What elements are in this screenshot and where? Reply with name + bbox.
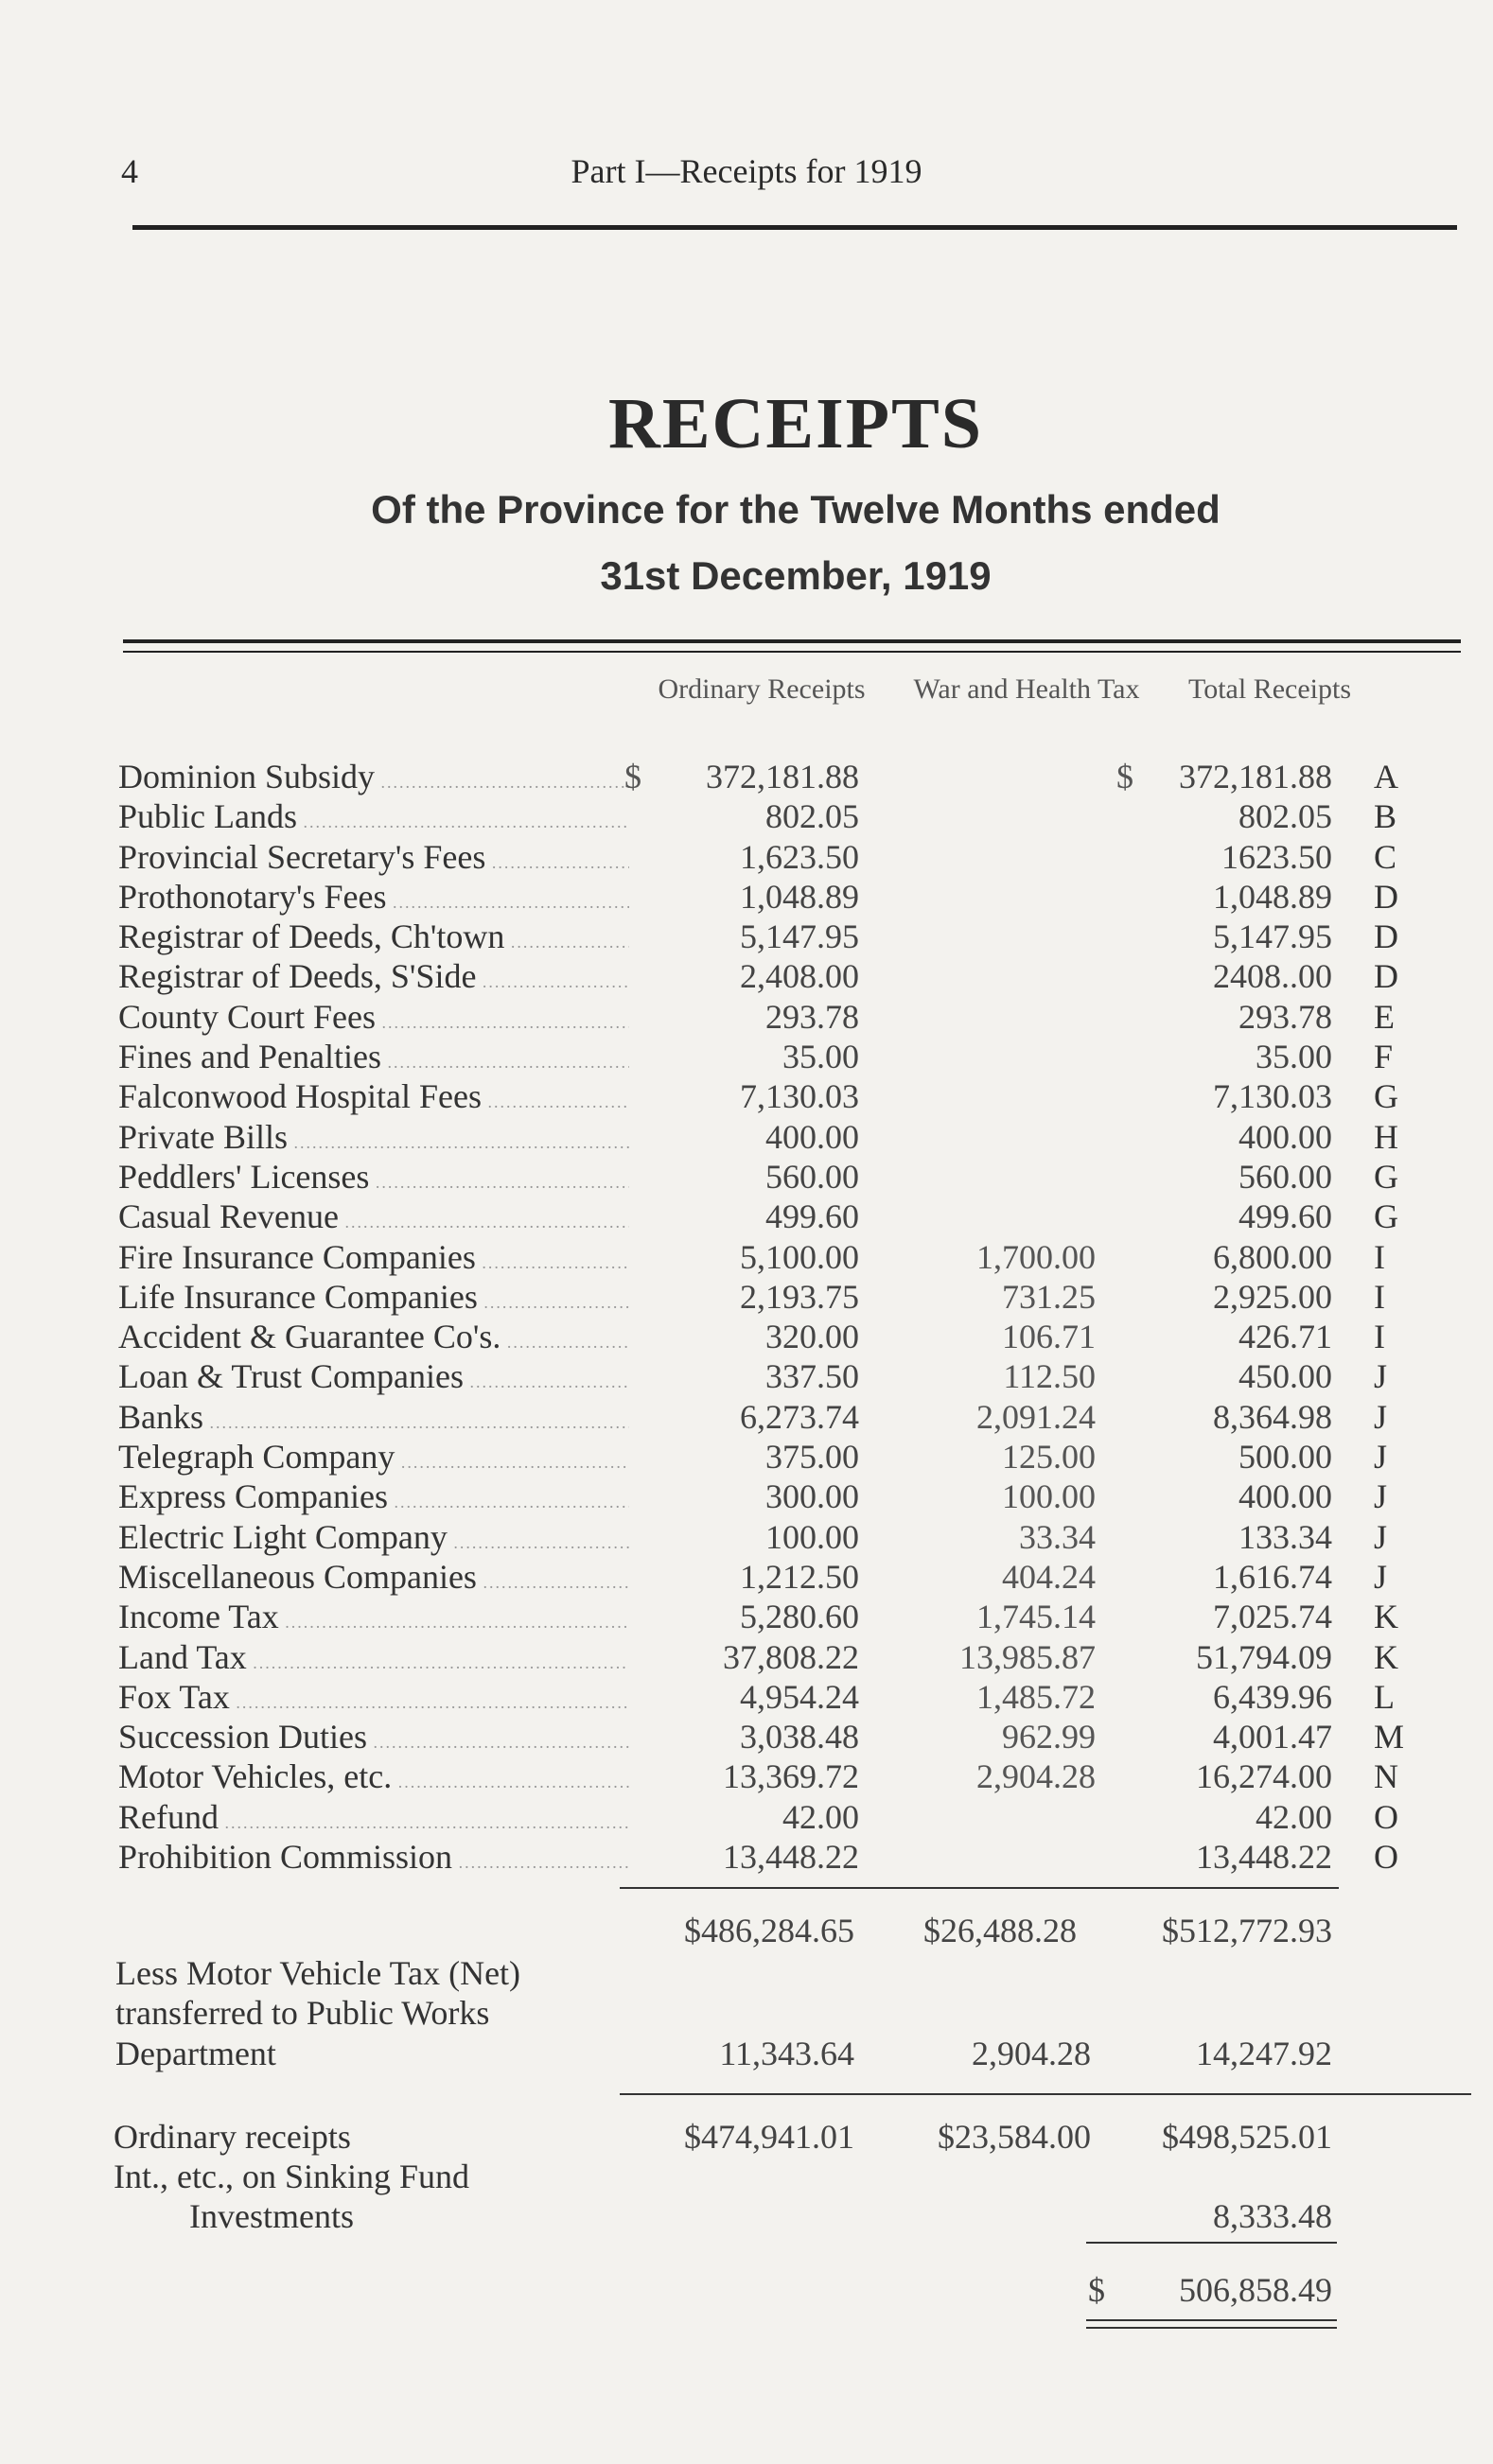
table-row: [0, 1637, 1493, 1677]
receipts-table: [0, 757, 1493, 1877]
row-war-health: 1,745.14: [976, 1598, 1096, 1636]
sinking-fund-line-1: Int., etc., on Sinking Fund: [114, 2158, 469, 2195]
grand-total-underline: [1086, 2319, 1337, 2321]
sinking-fund-total: 8,333.48: [1213, 2197, 1332, 2235]
row-total: 499.60: [1238, 1197, 1332, 1236]
row-ordinary: 3,038.48: [740, 1718, 859, 1756]
row-war-health: 2,904.28: [976, 1757, 1096, 1796]
row-total: 1,616.74: [1213, 1557, 1332, 1596]
row-war-health: 125.00: [1002, 1438, 1096, 1477]
row-key: O: [1374, 1838, 1398, 1877]
row-label: Electric Light Company .....: [118, 1517, 629, 1563]
row-key: E: [1374, 997, 1395, 1036]
row-total: 293.78: [1238, 997, 1332, 1036]
row-label: Dominion Subsidy .....: [118, 757, 629, 802]
row-total: 133.34: [1238, 1517, 1332, 1556]
row-total: 560.00: [1238, 1157, 1332, 1196]
row-war-health: 112.50: [1003, 1357, 1096, 1396]
row-total: 8,364.98: [1213, 1397, 1332, 1436]
row-war-health: 106.71: [1002, 1318, 1096, 1356]
row-total: 802.05: [1238, 797, 1332, 836]
row-ordinary: 7,130.03: [740, 1077, 859, 1116]
running-header: Part I—Receipts for 1919: [571, 152, 922, 190]
row-label: Casual Revenue .....: [118, 1197, 629, 1242]
header-rule: [132, 225, 1457, 230]
row-key: A: [1374, 758, 1398, 795]
row-key: J: [1374, 1397, 1388, 1436]
row-ordinary: 320.00: [765, 1318, 859, 1356]
column-header-total: Total Receipts: [1187, 673, 1352, 705]
row-total: 4,001.47: [1213, 1718, 1332, 1756]
row-key: M: [1374, 1718, 1405, 1756]
table-row: [0, 1277, 1493, 1317]
row-total: 1,048.89: [1213, 877, 1332, 916]
subtotal-war: $26,488.28: [923, 1912, 1077, 1949]
row-ordinary: 4,954.24: [740, 1677, 859, 1716]
table-row: [0, 997, 1493, 1037]
row-ordinary: 560.00: [765, 1157, 859, 1196]
row-ordinary: 35.00: [782, 1038, 859, 1076]
row-total: 426.71: [1238, 1318, 1332, 1356]
row-key: K: [1374, 1637, 1398, 1676]
row-total: 51,794.09: [1196, 1637, 1332, 1676]
table-row: [0, 1037, 1493, 1076]
row-total: 42.00: [1256, 1797, 1332, 1836]
row-label: County Court Fees .....: [118, 997, 629, 1042]
less-total: 14,247.92: [1196, 2035, 1332, 2072]
row-war-health: 100.00: [1002, 1477, 1096, 1516]
row-ordinary: 499.60: [765, 1197, 859, 1236]
table-row: [0, 1317, 1493, 1356]
row-total: 2408..00: [1213, 957, 1332, 996]
table-row: [0, 1237, 1493, 1277]
row-ordinary: 2,193.75: [740, 1277, 859, 1316]
row-total: 5,147.95: [1213, 917, 1332, 956]
row-war-health: 13,985.87: [959, 1637, 1096, 1676]
row-key: O: [1374, 1797, 1398, 1836]
column-header-war-health: War and Health Tax: [913, 673, 1140, 705]
less-line-2: transferred to Public Works: [115, 1994, 490, 2032]
row-label: Motor Vehicles, etc. .....: [118, 1756, 629, 1802]
row-total: 7,130.03: [1213, 1077, 1332, 1116]
row-label: Prothonotary's Fees .....: [118, 877, 629, 922]
row-label: Miscellaneous Companies .....: [118, 1557, 629, 1602]
dollar-sign-ordinary: $: [624, 758, 641, 795]
table-row: [0, 1437, 1493, 1477]
row-label: Fines and Penalties .....: [118, 1037, 629, 1082]
row-label: Prohibition Commission .....: [118, 1837, 629, 1882]
ordinary-receipts-total: $498,525.01: [1162, 2118, 1332, 2156]
table-row: [0, 1477, 1493, 1516]
less-war: 2,904.28: [972, 2035, 1091, 2072]
row-ordinary: 372,181.88: [706, 758, 859, 795]
subtitle-line-1: Of the Province for the Twelve Months ended: [371, 487, 1221, 532]
row-total: 400.00: [1238, 1477, 1332, 1516]
row-total: 450.00: [1238, 1357, 1332, 1396]
row-war-health: 404.24: [1002, 1557, 1096, 1596]
less-line-1: Less Motor Vehicle Tax (Net): [115, 1954, 521, 1992]
table-row: [0, 757, 1493, 796]
row-key: J: [1374, 1477, 1388, 1516]
table-row: [0, 796, 1493, 836]
table-row: [0, 1197, 1493, 1236]
row-ordinary: 5,280.60: [740, 1598, 859, 1636]
row-label: Land Tax .....: [118, 1637, 629, 1683]
row-ordinary: 37,808.22: [723, 1637, 859, 1676]
row-key: I: [1374, 1318, 1385, 1356]
subtotal-ordinary: $486,284.65: [684, 1912, 854, 1949]
row-key: J: [1374, 1357, 1388, 1396]
page-title: RECEIPTS: [607, 384, 984, 463]
table-row: [0, 1557, 1493, 1597]
row-ordinary: 1,048.89: [740, 877, 859, 916]
row-total: 372,181.88: [1179, 758, 1332, 795]
row-total: 35.00: [1256, 1038, 1332, 1076]
row-key: C: [1374, 837, 1397, 876]
grand-total-value: 506,858.49: [1179, 2271, 1332, 2309]
row-ordinary: 293.78: [765, 997, 859, 1036]
table-row: [0, 837, 1493, 877]
row-ordinary: 300.00: [765, 1477, 859, 1516]
row-label: Express Companies .....: [118, 1477, 629, 1522]
dollar-sign-total: $: [1116, 758, 1133, 795]
table-row: [0, 1076, 1493, 1116]
row-key: I: [1374, 1237, 1385, 1276]
row-label: Telegraph Company .....: [118, 1437, 629, 1482]
table-row: [0, 1117, 1493, 1157]
row-ordinary: 802.05: [765, 797, 859, 836]
row-label: Loan & Trust Companies .....: [118, 1356, 629, 1402]
table-row: [0, 956, 1493, 996]
column-header-ordinary: Ordinary Receipts: [658, 673, 866, 705]
row-key: K: [1374, 1598, 1398, 1636]
row-war-health: 33.34: [1019, 1517, 1096, 1556]
less-line-3: Department: [115, 2035, 276, 2072]
row-key: B: [1374, 797, 1397, 836]
table-row: [0, 1837, 1493, 1877]
row-label: Falconwood Hospital Fees .....: [118, 1076, 629, 1122]
table-row: [0, 1157, 1493, 1197]
less-label: [115, 1953, 520, 2033]
table-row: [0, 1356, 1493, 1396]
table-row: [0, 1517, 1493, 1557]
grand-total-underline-2: [1086, 2327, 1337, 2329]
row-ordinary: 1,623.50: [740, 837, 859, 876]
row-war-health: 2,091.24: [976, 1397, 1096, 1436]
ordinary-receipts-war: $23,584.00: [938, 2118, 1091, 2156]
ordinary-receipts-label: Ordinary receipts: [114, 2118, 351, 2156]
row-label: Provincial Secretary's Fees .....: [118, 837, 629, 882]
row-total: 6,439.96: [1213, 1677, 1332, 1716]
row-label: Private Bills .....: [118, 1117, 629, 1162]
row-label: Registrar of Deeds, Ch'town .....: [118, 917, 629, 962]
table-row: [0, 1797, 1493, 1837]
row-label: Banks .....: [118, 1397, 629, 1442]
row-total: 7,025.74: [1213, 1598, 1332, 1636]
row-key: J: [1374, 1438, 1388, 1477]
row-total: 16,274.00: [1196, 1757, 1332, 1796]
row-ordinary: 13,369.72: [723, 1757, 859, 1796]
row-label: Registrar of Deeds, S'Side .....: [118, 956, 629, 1002]
table-row: [0, 1677, 1493, 1717]
table-top-rule-thin: [123, 651, 1461, 653]
row-war-health: 1,700.00: [976, 1237, 1096, 1276]
row-label: Accident & Guarantee Co's. .....: [118, 1317, 629, 1362]
row-key: D: [1374, 957, 1398, 996]
row-key: J: [1374, 1517, 1388, 1556]
row-key: H: [1374, 1117, 1398, 1156]
row-total: 500.00: [1238, 1438, 1332, 1477]
row-ordinary: 1,212.50: [740, 1557, 859, 1596]
row-ordinary: 42.00: [782, 1797, 859, 1836]
row-key: N: [1374, 1757, 1398, 1796]
row-ordinary: 375.00: [765, 1438, 859, 1477]
row-label: Refund .....: [118, 1797, 629, 1843]
table-top-rule: [123, 639, 1461, 643]
ordinary-receipts-ordinary: $474,941.01: [684, 2118, 854, 2156]
row-total: 1623.50: [1221, 837, 1332, 876]
row-key: G: [1374, 1077, 1398, 1116]
table-row: [0, 1397, 1493, 1437]
row-key: F: [1374, 1038, 1394, 1076]
grand-total-dollar: $: [1088, 2271, 1105, 2309]
table-row: [0, 877, 1493, 917]
row-ordinary: 2,408.00: [740, 957, 859, 996]
row-ordinary: 400.00: [765, 1117, 859, 1156]
row-total: 13,448.22: [1196, 1838, 1332, 1877]
row-ordinary: 100.00: [765, 1517, 859, 1556]
row-key: L: [1374, 1677, 1395, 1716]
row-label: Succession Duties .....: [118, 1717, 629, 1762]
subtotal-rule: [620, 1887, 1339, 1889]
row-war-health: 731.25: [1002, 1277, 1096, 1316]
row-label: Income Tax .....: [118, 1597, 629, 1642]
row-label: Fire Insurance Companies .....: [118, 1237, 629, 1283]
row-ordinary: 5,147.95: [740, 917, 859, 956]
row-label: Public Lands .....: [118, 796, 629, 842]
row-key: D: [1374, 917, 1398, 956]
row-total: 2,925.00: [1213, 1277, 1332, 1316]
grand-total-rule: [1086, 2242, 1337, 2244]
row-ordinary: 5,100.00: [740, 1237, 859, 1276]
subtitle-line-2: 31st December, 1919: [600, 553, 992, 598]
row-total: 400.00: [1238, 1117, 1332, 1156]
row-total: 6,800.00: [1213, 1237, 1332, 1276]
row-label: Life Insurance Companies .....: [118, 1277, 629, 1322]
row-key: G: [1374, 1157, 1398, 1196]
row-key: D: [1374, 877, 1398, 916]
row-key: I: [1374, 1277, 1385, 1316]
less-ordinary: 11,343.64: [719, 2035, 854, 2072]
row-ordinary: 13,448.22: [723, 1838, 859, 1877]
row-war-health: 962.99: [1002, 1718, 1096, 1756]
row-key: G: [1374, 1197, 1398, 1236]
table-row: [0, 1597, 1493, 1636]
table-row: [0, 917, 1493, 956]
row-war-health: 1,485.72: [976, 1677, 1096, 1716]
row-label: Fox Tax .....: [118, 1677, 629, 1722]
page-number: 4: [121, 152, 138, 190]
row-ordinary: 6,273.74: [740, 1397, 859, 1436]
row-ordinary: 337.50: [765, 1357, 859, 1396]
table-row: [0, 1717, 1493, 1756]
row-key: J: [1374, 1557, 1388, 1596]
ordinary-receipts-rule: [620, 2093, 1471, 2095]
sinking-fund-line-2: Investments: [189, 2197, 354, 2235]
table-row: [0, 1756, 1493, 1796]
subtotal-total: $512,772.93: [1162, 1912, 1332, 1949]
row-label: Peddlers' Licenses .....: [118, 1157, 629, 1202]
